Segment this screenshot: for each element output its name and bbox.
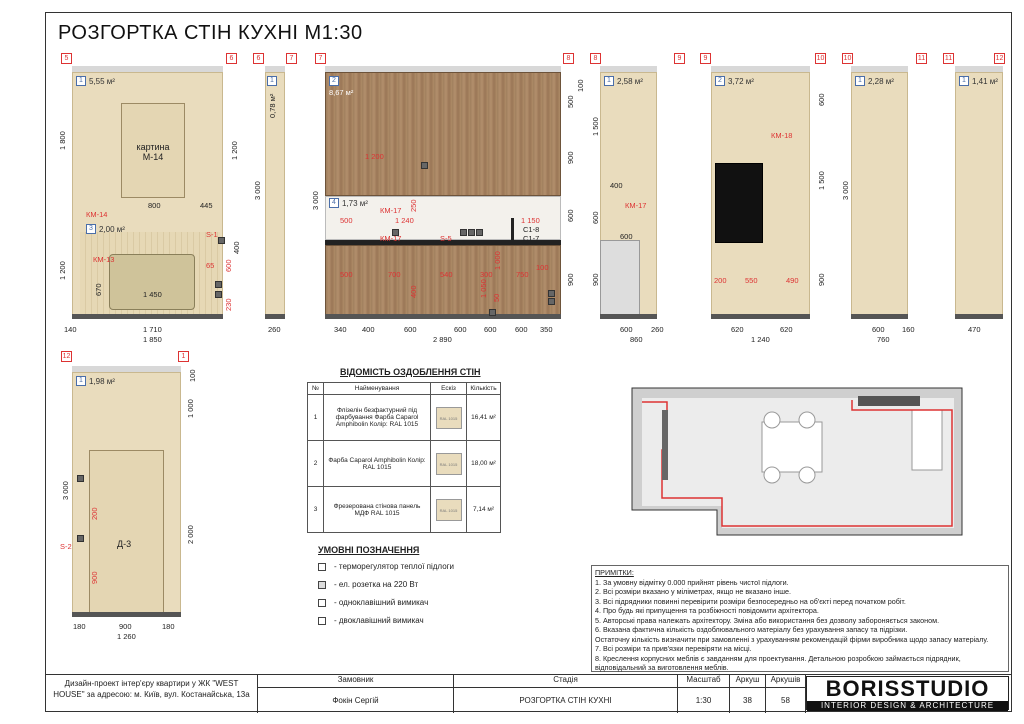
dimension: 760 (877, 335, 890, 344)
notes-block: ПРИМІТКИ: 1. За умовну відмітку 0.000 прийнят рівень чистої підлоги. 2. Всі розміри вказано у міліметрах, якщо не вказано інше. 3. Всі підрядники повинні перевірити розміри безпосередньо на об'єкті перед початком робіт. 4. Про будь які припущення та розбіжності повідомити архітектора. 5. Авторські права належать архітектору. Зміна або використання без дозволу забороняється законом. 6. Вказана фактична кількість оздоблювального матеріалу без урахування запасу та підрізки. Остаточну кількість визначити при замовленні з урахуванням рекомендацій фірми виробника щодо запасу матеріалу. 7. Всі розміри та прив'язки перевіряти на місці. 8. Креслення корпусних меблів є завданням для проектування. Детальною розробкою займається підрядник, відповідальний за виготовлення меблів. (591, 565, 1009, 672)
dimension: 400 (409, 285, 418, 298)
thermostat-icon (318, 563, 326, 571)
dimension: 600 (224, 259, 233, 272)
socket-icon (318, 581, 326, 589)
dimension: 350 (540, 325, 553, 334)
dimension: 1 240 (751, 335, 770, 344)
socket-icon (421, 162, 428, 169)
legend-item: - двоклавішний вимикач (318, 616, 424, 625)
dimension: 500 (340, 270, 353, 279)
dimension: 3 000 (253, 181, 262, 200)
dimension: 900 (566, 273, 575, 286)
dimension: 500 (566, 95, 575, 108)
tag-label: S-1 (206, 230, 218, 239)
dimension: 620 (731, 325, 744, 334)
wall-area-label: 1 1,41 м² (959, 76, 998, 86)
dimension: 300 (480, 270, 493, 279)
axis-marker: 1 (178, 351, 189, 362)
dimension: 700 (388, 270, 401, 279)
dimension: 900 (591, 273, 600, 286)
axis-marker: 8 (563, 53, 574, 64)
scale-value: 1:30 (678, 688, 730, 713)
stage-label: Стадія (454, 675, 678, 688)
tag-label: КМ-17 (625, 201, 647, 210)
finish-table: № Найменування Ескіз Кількість 1 Флізелін безфактурний під фарбування Фарба Caparol Amphibolin Колір: RAL 1015 RAL 1015 16,41 м² 2 Фарба Caparol Amphibolin Колір: RAL 1015 RAL 1015 18,00 м² 3 Фрезерована стінова панель МДФ RAL 1015 RAL 1015 7,14 м² (307, 382, 501, 533)
dimension: 100 (188, 369, 197, 382)
socket-icon (215, 291, 222, 298)
legend-item: - терморегулятор теплої підлоги (318, 562, 454, 571)
studio-logo: BORISSTUDIO INTERIOR DESIGN & ARCHITECTURE (806, 676, 1009, 710)
tag-label: КМ-17 (380, 234, 402, 243)
tag-label: С1-8 (523, 225, 540, 234)
axis-marker: 9 (700, 53, 711, 64)
dimension: 550 (745, 276, 758, 285)
dimension: 3 000 (841, 181, 850, 200)
project-description: Дизайн-проект інтер'єру квартири у ЖК "WEST HOUSE" за адресою: м. Київ, вул. Костанайська, 13а (46, 675, 258, 713)
wall-area-label: 1 5,55 м² (76, 76, 115, 86)
axis-marker: 9 (674, 53, 685, 64)
door-label: Д-3 (117, 539, 132, 549)
wall-area-label: 1 2,58 м² (604, 76, 643, 86)
axis-marker: 11 (944, 55, 953, 62)
dimension: 500 (340, 216, 353, 225)
dimension: 1 200 (230, 141, 239, 160)
wall-elevation-7 (955, 72, 1003, 316)
dimension: 600 (620, 325, 633, 334)
dimension: 490 (786, 276, 799, 285)
axis-marker: 7 (286, 53, 297, 64)
tag-label: КМ-17 (380, 206, 402, 215)
table-row: 3 Фрезерована стінова панель МДФ RAL 1015 RAL 1015 7,14 м² (308, 487, 501, 533)
dimension: 900 (119, 622, 132, 631)
dimension: 50 (492, 293, 501, 302)
socket-icon (468, 229, 475, 236)
stage-value: РОЗГОРТКА СТІН КУХНІ (454, 688, 678, 713)
dimension: 400 (362, 325, 375, 334)
dimension: 260 (268, 325, 281, 334)
legend-title: УМОВНІ ПОЗНАЧЕННЯ (318, 545, 420, 555)
sheets-value: 58 (766, 688, 806, 713)
wall-area-label: 4 1,73 м² (329, 198, 368, 208)
dimension: 1 800 (58, 131, 67, 150)
dimension: 140 (64, 325, 77, 334)
dimension: 600 (620, 232, 633, 241)
dimension: 1 500 (817, 171, 826, 190)
dimension: 900 (90, 571, 99, 584)
dimension: 1 000 (493, 251, 502, 270)
axis-marker: 12 (62, 353, 71, 360)
dimension: 2 000 (186, 525, 195, 544)
socket-icon (489, 309, 496, 316)
socket-icon (548, 298, 555, 305)
dimension: 230 (224, 298, 233, 311)
legend-item: - одноклавішний вимикач (318, 598, 428, 607)
counter-block (600, 240, 640, 315)
axis-marker: 5 (61, 53, 72, 64)
sheet-label: Аркуш (730, 675, 766, 688)
switch-icon (77, 535, 84, 542)
socket-icon (218, 237, 225, 244)
dimension: 800 (148, 201, 161, 210)
dimension: 65 (206, 261, 215, 270)
dimension: 1 200 (365, 152, 384, 161)
dimension: 180 (73, 622, 86, 631)
axis-marker: 6 (226, 53, 237, 64)
dimension: 1 710 (143, 325, 162, 334)
page-title: РОЗГОРТКА СТІН КУХНІ М1:30 (58, 22, 363, 44)
dimension: 1 150 (521, 216, 540, 225)
dimension: 860 (630, 335, 643, 344)
customer-name: Фокін Сергій (258, 688, 454, 713)
floor-plan (622, 380, 978, 540)
dimension: 600 (515, 325, 528, 334)
dimension: 400 (610, 181, 623, 190)
tag-label: S-5 (440, 234, 452, 243)
socket-icon (548, 290, 555, 297)
dimension: 340 (334, 325, 347, 334)
wall-area-value: 0,78 м² (268, 93, 277, 118)
tag-label: КМ-13 (93, 255, 115, 264)
painting: картина М-14 (121, 103, 185, 198)
dimension: 250 (409, 199, 418, 212)
socket-icon (215, 281, 222, 288)
dimension: 1 500 (591, 117, 600, 136)
dimension: 600 (484, 325, 497, 334)
sheets-label: Аркушів (766, 675, 806, 688)
tag-label: S-2 (60, 542, 72, 551)
wall-area-label: 2 3,72 м² (715, 76, 754, 86)
dimension: 260 (651, 325, 664, 334)
finish-table-title: ВІДОМІСТЬ ОЗДОБЛЕННЯ СТІН (340, 367, 481, 377)
dimension: 1 850 (143, 335, 162, 344)
dimension: 200 (90, 507, 99, 520)
switch-double-icon (318, 617, 326, 625)
dimension: 1 240 (395, 216, 414, 225)
axis-marker: 11 (917, 55, 926, 62)
socket-icon (460, 229, 467, 236)
legend-item: - ел. розетка на 220 Вт (318, 580, 418, 589)
table-row: 1 Флізелін безфактурний під фарбування Фарба Caparol Amphibolin Колір: RAL 1015 RAL 1015 16,41 м² (308, 395, 501, 441)
axis-marker: 6 (253, 53, 264, 64)
dimension: 1 200 (58, 261, 67, 280)
dimension: 600 (817, 93, 826, 106)
axis-marker: 12 (995, 55, 1004, 62)
switch-icon (77, 475, 84, 482)
dimension: 100 (536, 263, 549, 272)
dimension: 1 260 (117, 632, 136, 641)
dimension: 1 000 (186, 399, 195, 418)
dimension: 900 (566, 151, 575, 164)
wall-area-label: 3 2,00 м² (86, 224, 125, 234)
wall-elevation-6 (851, 72, 908, 316)
wall-area-label: 1 (267, 76, 277, 86)
dimension: 200 (714, 276, 727, 285)
customer-label: Замовник (258, 675, 454, 688)
sofa (109, 254, 195, 310)
dimension: 600 (454, 325, 467, 334)
wall-panel-upper (325, 72, 561, 196)
switch-single-icon (318, 599, 326, 607)
wall-area-label: 1 2,28 м² (855, 76, 894, 86)
socket-icon (476, 229, 483, 236)
faucet (511, 218, 514, 240)
dimension: 600 (404, 325, 417, 334)
dimension: 600 (566, 209, 575, 222)
tag-label: КМ-18 (771, 131, 793, 140)
wall-area-label: 2 (329, 76, 339, 86)
dimension: 100 (576, 79, 585, 92)
dimension: 600 (591, 211, 600, 224)
door (89, 450, 164, 616)
dimension: 400 (232, 241, 241, 254)
dimension: 160 (902, 325, 915, 334)
dimension: 445 (200, 201, 213, 210)
dimension: 540 (440, 270, 453, 279)
dimension: 1 450 (143, 290, 162, 299)
dimension: 600 (872, 325, 885, 334)
tag-label: КМ-14 (86, 210, 108, 219)
axis-marker: 10 (843, 55, 852, 62)
wall-area-label: 1 1,98 м² (76, 376, 115, 386)
table-row: 2 Фарба Caparol Amphibolin Колір: RAL 1015 RAL 1015 18,00 м² (308, 441, 501, 487)
lower-cabinets (325, 245, 561, 315)
axis-marker: 7 (315, 53, 326, 64)
dimension: 2 890 (433, 335, 452, 344)
dimension: 470 (968, 325, 981, 334)
scale-label: Масштаб (678, 675, 730, 688)
dimension: 670 (94, 283, 103, 296)
oven (715, 163, 763, 243)
dimension: 180 (162, 622, 175, 631)
dimension: 1 050 (479, 279, 488, 298)
sheet-value: 38 (730, 688, 766, 713)
dimension: 3 000 (61, 481, 70, 500)
dimension: 3 000 (311, 191, 320, 210)
tag-label: С1-7 (523, 234, 540, 243)
dimension: 750 (516, 270, 529, 279)
dimension: 900 (817, 273, 826, 286)
wall-area-value: 8,67 м² (329, 88, 354, 97)
axis-marker: 8 (590, 53, 601, 64)
axis-marker: 10 (816, 55, 825, 62)
dimension: 620 (780, 325, 793, 334)
